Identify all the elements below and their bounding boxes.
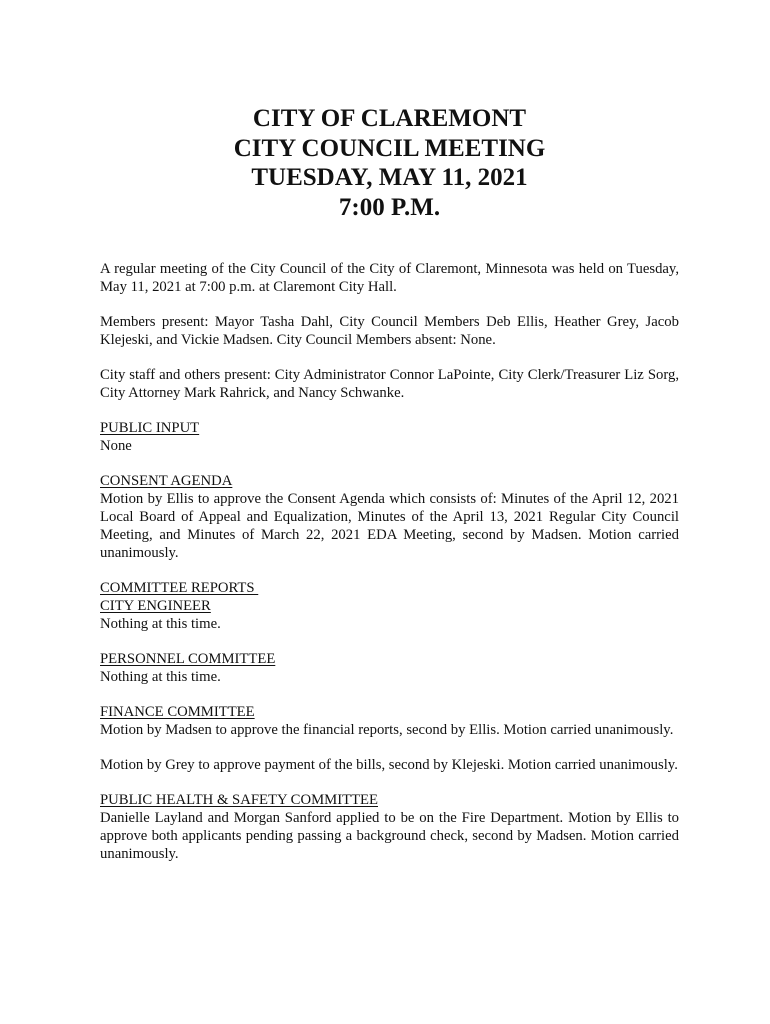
public-input-text: None bbox=[100, 438, 132, 454]
personnel-committee-text: Nothing at this time. bbox=[100, 669, 221, 685]
finance-motion-reports: Motion by Madsen to approve the financial reports, second by Ellis. Motion carried unanimously. bbox=[100, 722, 674, 738]
consent-agenda-text: Motion by Ellis to approve the Consent Agenda which consists of: Minutes of the April 12, 2021 Local Board of Appeal and Equalization, Minutes of the April 13, 2021 Regular City Council Meeting, and Minutes of March 22, 2021 EDA Meeting, second by Madsen. Motion carried unanimously. bbox=[100, 491, 679, 561]
members-present-paragraph: Members present: Mayor Tasha Dahl, City Council Members Deb Ellis, Heather Grey, Jacob Klejeski, and Vickie Madsen. City Council Members absent: None. bbox=[100, 314, 679, 348]
finance-bills-section bbox=[100, 756, 679, 774]
finance-committee-heading: FINANCE COMMITTEE bbox=[100, 704, 255, 720]
staff-present-paragraph: City staff and others present: City Administrator Connor LaPointe, City Clerk/Treasurer Liz Sorg, City Attorney Mark Rahrick, and Nancy Schwanke. bbox=[100, 367, 679, 401]
personnel-committee-section bbox=[100, 650, 679, 686]
city-engineer-text: Nothing at this time. bbox=[100, 616, 221, 632]
city-engineer-heading: CITY ENGINEER bbox=[100, 598, 211, 614]
public-input-section bbox=[100, 419, 679, 455]
city-title: CITY OF CLAREMONT bbox=[252, 105, 527, 132]
finance-committee-section bbox=[100, 703, 679, 739]
meeting-time-title: 7:00 P.M. bbox=[338, 193, 441, 221]
committee-reports-section bbox=[100, 579, 679, 633]
finance-motion-bills: Motion by Grey to approve payment of the bills, second by Klejeski. Motion carried unanimously. bbox=[100, 757, 678, 773]
personnel-committee-heading: PERSONNEL COMMITTEE bbox=[100, 651, 276, 667]
public-health-safety-section bbox=[100, 791, 679, 863]
public-input-heading: PUBLIC INPUT bbox=[100, 420, 200, 436]
consent-agenda-section bbox=[100, 472, 679, 562]
meeting-type-title: CITY COUNCIL MEETING bbox=[233, 134, 546, 162]
consent-agenda-heading: CONSENT AGENDA bbox=[100, 473, 233, 489]
public-health-safety-text: Danielle Layland and Morgan Sanford applied to be on the Fire Department. Motion by Ellis to approve both applicants pending passing a background check, second by Madsen. Motion carried unanimously. bbox=[100, 810, 679, 862]
document-page bbox=[100, 104, 679, 880]
intro-paragraph: A regular meeting of the City Council of the City of Claremont, Minnesota was held on Tuesday, May 11, 2021 at 7:00 p.m. at Claremont City Hall. bbox=[100, 261, 679, 295]
committee-reports-heading: COMMITTEE REPORTS bbox=[100, 580, 259, 596]
meeting-date-title: TUESDAY, MAY 11, 2021 bbox=[251, 164, 528, 191]
public-health-safety-heading: PUBLIC HEALTH & SAFETY COMMITTEE bbox=[100, 792, 378, 808]
meeting-title-block bbox=[100, 104, 679, 222]
